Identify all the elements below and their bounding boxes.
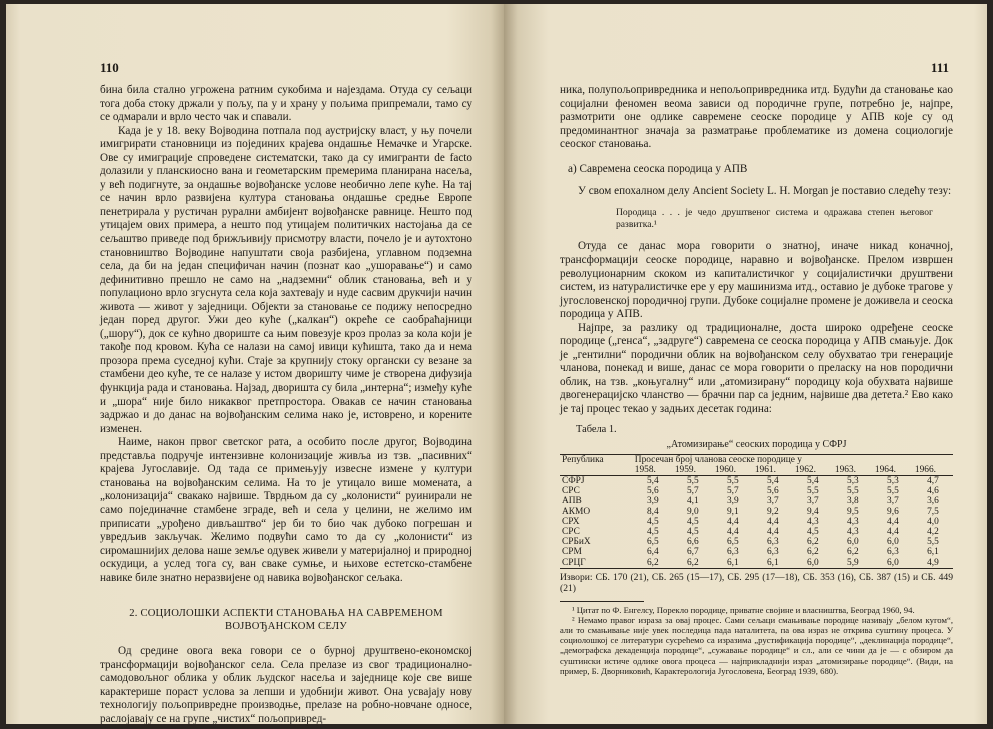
table-cell-value: 4,1 bbox=[686, 496, 699, 507]
table-cell-republic: АПВ bbox=[562, 496, 582, 507]
table-cell-value: 6,2 bbox=[847, 547, 859, 558]
table-cell-value: 5,3 bbox=[887, 476, 899, 487]
page-number-left: 110 bbox=[100, 60, 119, 75]
table-cell-value: 9,1 bbox=[726, 506, 739, 517]
table-cell-value: 6,3 bbox=[887, 547, 899, 558]
table-cell-republic: СРС bbox=[562, 527, 580, 538]
table-cell-value: 4,3 bbox=[847, 516, 859, 527]
table-cell-value: 4,5 bbox=[686, 527, 699, 538]
table-cell-value: 4,4 bbox=[726, 527, 739, 538]
table-year-header: 1960. bbox=[714, 464, 736, 475]
table-cell-value: 6,7 bbox=[686, 547, 699, 558]
table-cell-value: 6,2 bbox=[807, 537, 819, 548]
table-cell-value: 4,4 bbox=[766, 527, 779, 538]
footnote: ² Немамо правог израза за овај процес. Сами сељаци смањивање породице називају „белом кугом“, али то смањивање није увек последица пада наталитета, па ова израз не открива суштину процеса. У социолошкој се литератури сусрећемо са изразима „рустификација породице“, „деклинација породице“, „демографска декаденција породице“, „сужавање породице“ и сл., али се чини да је — с обзиром да суштински истиче одлике овога процеса — најприкладнији израз „атомизирање породице“. (Види, на пример, Б. Дворниковић, Карактерологија Југословена, Београд 1939, 680). bbox=[560, 614, 953, 676]
paragraph: Наиме, након првог светског рата, а особито после другог, Војводина представља подручје интензивне колонизације живља из тзв. „пасивних“ крајева Југославије. Од тада се примењују извесне измене у култури становања на војвођанским селима. На то је утицало више момената, а „колонизација“ свакако највише. Тврдњом да су „колонисти“ руинирали не само појединачне стамбене зграде, већ и села у целини, не желимо им приписати „урођено дивљаштво“ јер би то био чак дубоко погрешан и увредљив закључак. Желимо подвући само то да су „колонисти“ из сиромашнијих делова наше земље одувек живели у материјалној и природној оскудици, а услед тога су, ван сваке сумње, и њихове естетско-стамбене навике биле знатно неразвијене од навика војвођанског сељака. bbox=[100, 436, 472, 584]
table-cell-value: 6,4 bbox=[646, 547, 659, 558]
table-cell-value: 6,0 bbox=[807, 557, 819, 568]
footnote: ¹ Цитат по Ф. Енгелсу, Порекло породице, приватне својине и власништва, Београд 1960, 94. bbox=[572, 604, 915, 615]
table-cell-value: 5,5 bbox=[726, 476, 739, 487]
table-header-span: Просечан број чланова сеоске породице у bbox=[634, 454, 802, 465]
table-cell-value: 6,6 bbox=[686, 537, 699, 548]
table-cell-value: 5,7 bbox=[726, 486, 739, 497]
table-cell-value: 5,5 bbox=[807, 486, 819, 497]
footnote-rule bbox=[560, 601, 644, 602]
table-cell-value: 6,1 bbox=[927, 547, 939, 558]
table-label: Табела 1. bbox=[576, 423, 617, 435]
table-cell-value: 5,5 bbox=[847, 486, 859, 497]
table-row bbox=[560, 496, 953, 506]
table-cell-value: 9,5 bbox=[847, 506, 859, 517]
book-spread bbox=[6, 4, 987, 724]
table-cell-value: 3,8 bbox=[847, 496, 859, 507]
table-cell-republic: АКМО bbox=[562, 506, 591, 517]
table-cell-value: 4,5 bbox=[646, 527, 659, 538]
table-cell-value: 3,9 bbox=[726, 496, 739, 507]
table-row bbox=[560, 558, 953, 569]
left-page-text bbox=[100, 84, 472, 724]
paragraph: бина била стално угрожена ратним сукобима и најездама. Отуда су сељаци тога доба стоку држали у пољу, па у и храну у пољима припремали, тамо су се одмарали и врло често чак и спавали. bbox=[100, 84, 472, 124]
right-page bbox=[504, 4, 987, 724]
block-quote: Породица . . . је чедо друштвеног система и одражава степен његовог развитка.¹ bbox=[616, 206, 933, 230]
table-title: „Атомизирање“ сеоских породица у СФРЈ bbox=[666, 439, 847, 451]
table-cell-value: 3,6 bbox=[927, 496, 939, 507]
intro-line: У свом епохалном делу Ancient Society L. H. Morgan је поставио следећу тезу: bbox=[578, 185, 952, 198]
table-cell-value: 4,5 bbox=[807, 527, 819, 538]
table-row bbox=[560, 527, 953, 537]
table-cell-value: 5,6 bbox=[646, 486, 659, 497]
table-cell-republic: СРХ bbox=[562, 516, 580, 527]
table-cell-value: 6,5 bbox=[726, 537, 739, 548]
table-cell-value: 6,0 bbox=[887, 557, 899, 568]
paragraph: Отуда се данас мора говорити о знатној, иначе никад коначној, трансформацији сеоске породице, наравно и војвођанске. Прелом извршен револуционарним скоком из капиталистичког у социјалистички друштвени систем, из натуралистичке ере у еру машинизма итд., оставио је дубоке трагове у југословенској породичној групи. Дубоке социјалне промене је доживела и сеоска породица у АПВ. bbox=[560, 240, 953, 321]
table-cell-value: 3,7 bbox=[887, 496, 899, 507]
table-cell-value: 4,4 bbox=[887, 527, 899, 538]
footnotes bbox=[560, 605, 953, 676]
left-page bbox=[6, 4, 504, 724]
table-cell-value: 9,2 bbox=[766, 506, 779, 517]
table-cell-republic: СРМ bbox=[562, 547, 582, 558]
table-cell-value: 6,0 bbox=[887, 537, 899, 548]
subsection-heading: а) Савремена сеоска породица у АПВ bbox=[568, 162, 748, 175]
table-cell-republic: СРБиХ bbox=[562, 537, 591, 548]
table-cell-value: 6,1 bbox=[766, 557, 779, 568]
table-cell-value: 5,3 bbox=[847, 476, 859, 487]
table-row bbox=[560, 486, 953, 496]
table-cell-value: 6,0 bbox=[847, 537, 859, 548]
table-cell-value: 5,5 bbox=[927, 537, 939, 548]
table-cell-value: 5,6 bbox=[766, 486, 779, 497]
table-year-header: 1958. bbox=[634, 464, 656, 475]
table-cell-value: 9,6 bbox=[887, 506, 899, 517]
table-cell-value: 6,2 bbox=[646, 557, 659, 568]
table-cell-value: 4,3 bbox=[807, 516, 819, 527]
table-cell-value: 9,4 bbox=[807, 506, 819, 517]
table-cell-republic: СФРЈ bbox=[562, 476, 585, 487]
table-cell-value: 6,2 bbox=[807, 547, 819, 558]
page-number-right: 111 bbox=[930, 60, 949, 75]
table-row bbox=[560, 537, 953, 547]
table-cell-value: 3,9 bbox=[646, 496, 659, 507]
table-cell-value: 3,7 bbox=[766, 496, 779, 507]
table-cell-value: 4,3 bbox=[847, 527, 859, 538]
table-cell-value: 5,4 bbox=[646, 476, 659, 487]
table-cell-value: 8,4 bbox=[646, 506, 659, 517]
table-body bbox=[560, 476, 953, 569]
paragraph: Најпре, за разлику од традиционалне, доста широко одређене сеоске породице („генса“, „задруге“) савремена се сеоска породица у АПВ смањује. Док је „гентилни“ породични облик на војвођанском селу обухватао три генерације чланова, понекад и више, данас се мора говорити о преласку на нов породични облик, на тзв. „коњугалну“ или „атомизирану“ породицу која обухвата највише двогенерацијско чланство — брачни пар са једним, највише два детета.² Ево како је тај процес текао у задњих десетак година: bbox=[560, 321, 953, 415]
table-row bbox=[560, 476, 953, 487]
table-cell-value: 4,9 bbox=[927, 557, 939, 568]
table-year-header: 1959. bbox=[674, 464, 696, 475]
table-cell-value: 5,9 bbox=[847, 557, 859, 568]
table-cell-value: 5,5 bbox=[686, 476, 699, 487]
table-row bbox=[560, 517, 953, 527]
table-cell-value: 4,0 bbox=[927, 516, 939, 527]
table-cell-value: 7,5 bbox=[927, 506, 939, 517]
section-heading: 2. СОЦИОЛОШКИ АСПЕКТИ СТАНОВАЊА НА САВРЕМЕНОМ ВОЈВОЂАНСКОМ СЕЛУ bbox=[129, 608, 443, 633]
table-header-republic: Република bbox=[562, 454, 604, 465]
table-cell-republic: СРЦГ bbox=[562, 557, 586, 568]
table-cell-value: 6,3 bbox=[766, 537, 779, 548]
table-cell-value: 5,5 bbox=[887, 486, 899, 497]
table-year-header: 1966. bbox=[914, 464, 936, 475]
right-page-text bbox=[560, 84, 953, 676]
table-cell-value: 5,7 bbox=[686, 486, 699, 497]
table-cell-value: 6,3 bbox=[726, 547, 739, 558]
paragraph: ника, полупољопривредника и непољопривредника итд. Будући да становање као социјални феномен веома зависи од породичне групе, потребно је, најпре, размотрити оне одлике савремене сеоске породице у АПВ које су од предоминантног значаја за разматрање проблематике из домена социологије сеоског становања. bbox=[560, 84, 953, 151]
table-cell-value: 4,2 bbox=[927, 527, 939, 538]
table-cell-value: 4,4 bbox=[766, 516, 779, 527]
table-cell-value: 6,5 bbox=[646, 537, 659, 548]
table-year-header: 1962. bbox=[794, 464, 816, 475]
table-cell-value: 5,4 bbox=[766, 476, 779, 487]
table-source: Извори: СБ. 170 (21), СБ. 265 (15—17), СБ. 295 (17—18), СБ. 353 (16), СБ. 387 (15) и СБ. 449 (21) bbox=[560, 571, 953, 595]
table-row bbox=[560, 507, 953, 517]
table-cell-value: 9,0 bbox=[686, 506, 699, 517]
table-cell-value: 4,6 bbox=[927, 486, 939, 497]
table-row bbox=[560, 547, 953, 557]
table-cell-value: 4,5 bbox=[646, 516, 659, 527]
table-cell-value: 6,3 bbox=[766, 547, 779, 558]
table-year-header: 1963. bbox=[834, 464, 856, 475]
paragraph: Од средине овога века говори се о бурној друштвено-економској трансформацији војвођанског села. Села прелазе из свог традиционално-самодовољног облика у облик људског насеља и заједнице које све више карактерише пораст услова за лепши и удобнији живот. Она усвајају нову технологију пољопривредне производње, прелазе на робно-новчане односе, раслојавају се на групе „чистих“ пољопривред- bbox=[100, 645, 472, 724]
table-cell-value: 6,1 bbox=[726, 557, 739, 568]
table-cell-value: 4,5 bbox=[686, 516, 699, 527]
table-year-header: 1961. bbox=[754, 464, 776, 475]
table-cell-value: 3,7 bbox=[807, 496, 819, 507]
table-cell-value: 5,4 bbox=[807, 476, 819, 487]
table-cell-value: 4,4 bbox=[726, 516, 739, 527]
data-table bbox=[560, 454, 953, 569]
table-cell-value: 4,7 bbox=[927, 476, 939, 487]
table-cell-value: 4,4 bbox=[887, 516, 899, 527]
table-year-header: 1964. bbox=[874, 464, 896, 475]
table-cell-value: 6,2 bbox=[686, 557, 699, 568]
table-cell-republic: СРС bbox=[562, 486, 580, 497]
paragraph: Када је у 18. веку Војводина потпала под аустријску власт, у њу почели имигрирати становници из појединих крајева ондашње Немачке и Угарске. Ове су имиграције спроведене систематски, тако да су имигранти de facto долазили у планскиосно вана и геометарским премерима планирана насеља, у већ подигнуте, за ондашње војвођанске услове необично лепе куће. На тај се начин врло развијена култура становања ондашње средње Европе пенетрирала у рустичан рурални амбијент војвођанске равнице. Нешто под утицајем ових примера, а нешто под утицајем политичких настојања да се сељаштво приведе под брижљивију присмотру власти, почело је и аутохтоно становништво Војводине напуштати своја разбијена, углавном подземна села, да би на један специфичан начин (познат као „ушоравање“) и само дефинитивно прешло не само на „надземни“ облик становања, већ и у популационо врло згуснута села која захтевају и нуде сасвим друкчији начин живота — живот у заједници. Објекти за становање се подижу непосредно један поред другог. Ужи део куће („калкан“) окреће се саобраћајници („шору“), док се кућно двориште са њим повезује кроз пролаз за кола који је такође под кровом. Кућа се налази на самој ивици кућишта, тако да и нема прозора према суседној кући. Стаје за крупнију стоку органски су везане за стамбени део куће, те се налазе у истом дворишту чиме је створена дифузија функција рада и становања. Најзад, двориштa су била „интерна“; између куће и „шора“ није било никаквог претпростора. Овакав се начин становања задржао и до данас на војвођанским селима нако је, истоврено, и корените изменeн. bbox=[100, 124, 472, 435]
